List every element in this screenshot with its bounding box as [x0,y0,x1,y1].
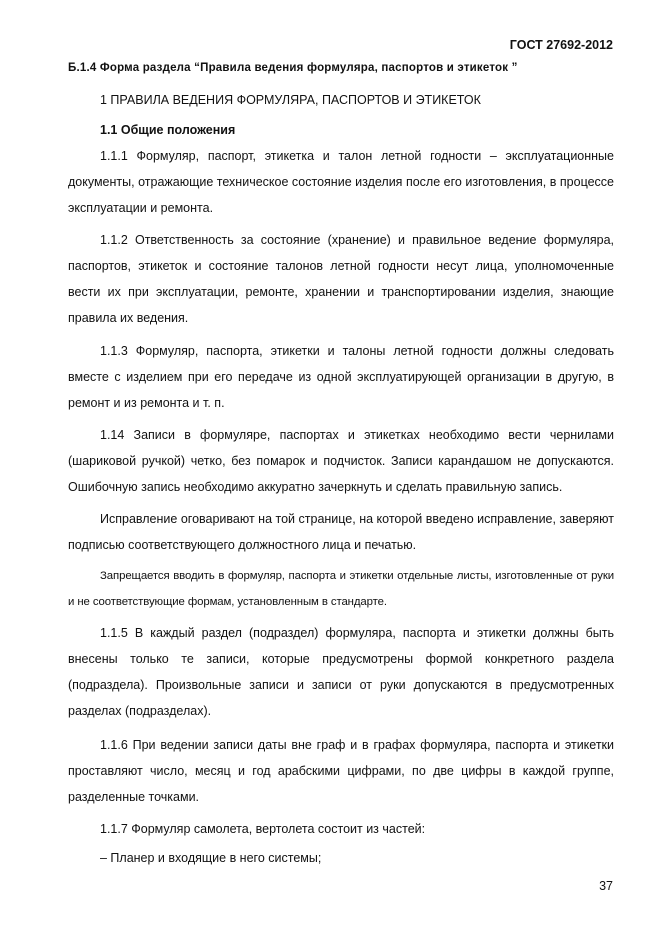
paragraph-1-1-7: 1.1.7 Формуляр самолета, вертолета состоит из частей: [100,822,426,836]
paragraph-correction: Исправление оговаривают на той странице, на которой введено исправление, заверяют подписью соответствующего должностного лица и печатью. [68,512,614,552]
standard-number: ГОСТ 27692-2012 [509,38,613,52]
page-number: 37 [599,879,613,893]
section-heading: Б.1.4 Форма раздела “Правила ведения формуляра, паспортов и этикеток ” [68,62,518,74]
paragraph-1-1-1: 1.1.1 Формуляр, паспорт, этикетка и талон летной годности – эксплуатационные документы, отражающие техническое состояние изделия после его изготовления, в процессе эксплуатации и ремонта. [68,149,614,215]
subsection-title: 1.1 Общие положения [100,123,236,137]
paragraph-1-1-2: 1.1.2 Ответственность за состояние (хранение) и правильное ведение формуляра, паспортов, этикеток и состояние талонов летной годности несут лица, уполномоченные вести их при эксплуатации, ремонте, хранении и транспортировании изделия, знающие правила их ведения. [68,233,614,325]
paragraph-1-1-6: 1.1.6 При ведении записи даты вне граф и в графах формуляра, паспорта и этикетки проставляют число, месяц и год арабскими цифрами, по две цифры в каждой группе, разделенные точками. [68,738,614,804]
paragraph-prohibition: Запрещается вводить в формуляр, паспорта и этикетки отдельные листы, изготовленные от руки и не соответствующие формам, установленным в стандарте. [68,570,614,608]
chapter-title: 1 ПРАВИЛА ВЕДЕНИЯ ФОРМУЛЯРА, ПАСПОРТОВ И ЭТИКЕТОК [100,93,481,107]
list-item-airframe: – Планер и входящие в него системы; [100,851,322,865]
paragraph-1-1-5: 1.1.5 В каждый раздел (подраздел) формуляра, паспорта и этикетки должны быть внесены только те записи, которые предусмотрены формой конкретного раздела (подраздела). Произвольные записи и записи от руки допускаются в предусмотренных разделах (подразделах). [68,626,614,718]
paragraph-1-1-3: 1.1.3 Формуляр, паспорта, этикетки и талоны летной годности должны следовать вместе с изделием при его передаче из одной эксплуатирующей организации в другую, в ремонт и из ремонта и т. п. [68,344,614,410]
paragraph-1-14: 1.14 Записи в формуляре, паспортах и этикетках необходимо вести чернилами (шариковой ручкой) четко, без помарок и подчисток. Записи карандашом не допускаются. Ошибочную запись необходимо аккуратно зачеркнуть и сделать правильную запись. [68,428,614,494]
